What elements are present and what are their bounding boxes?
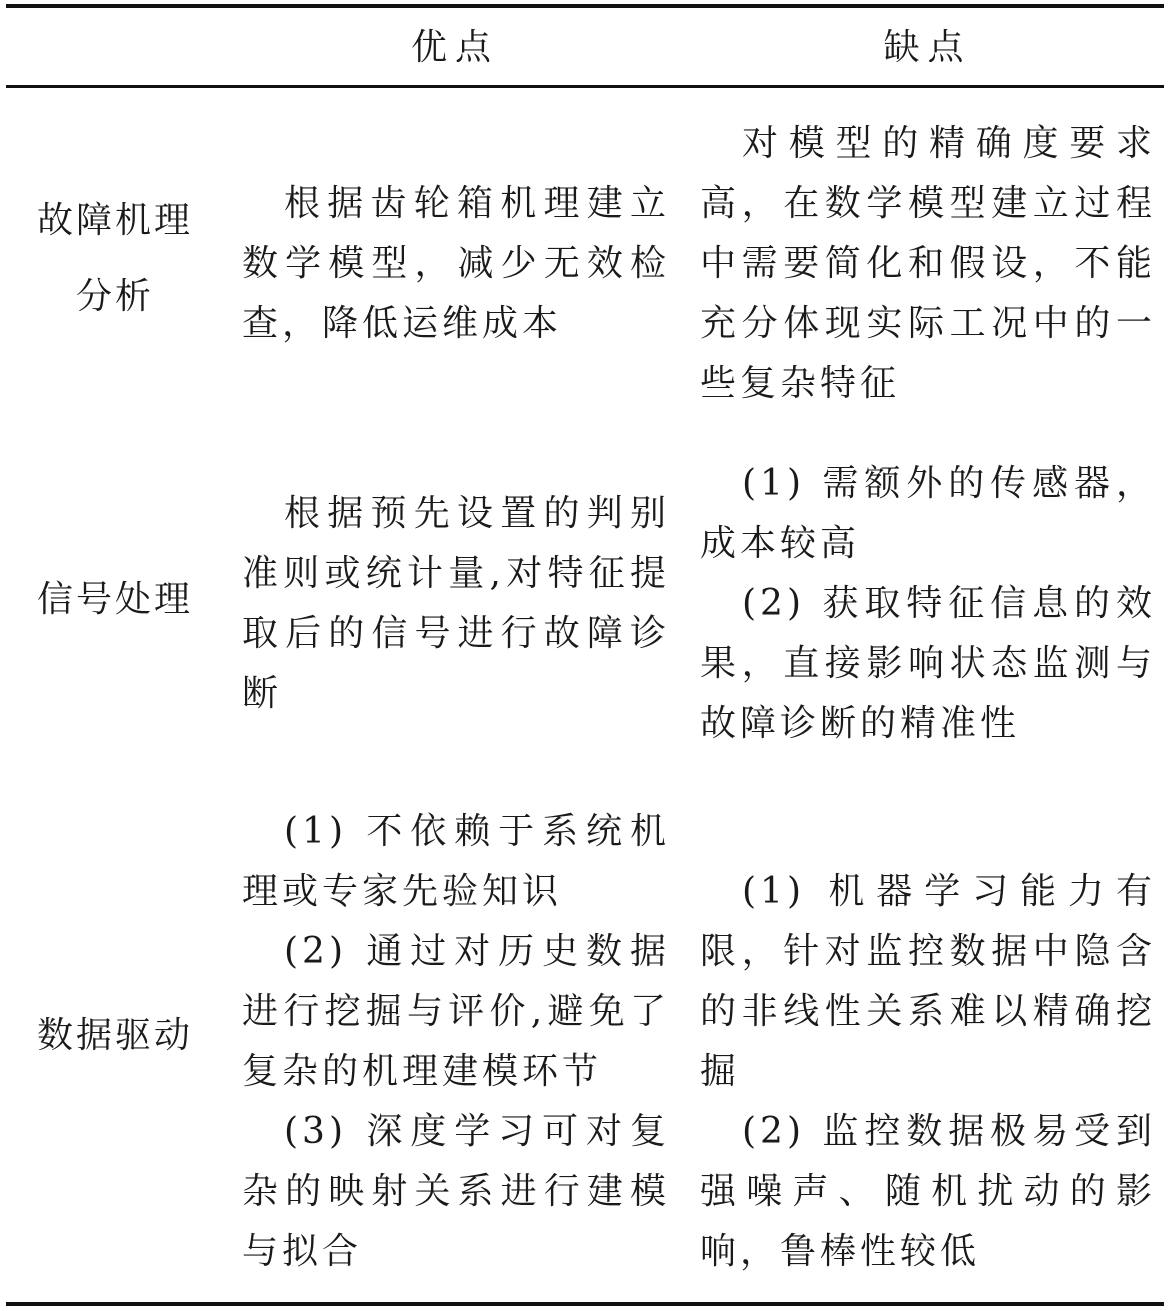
- disadvantage-item-2: (2) 监控数据极易受到强噪声、随机扰动的影响，鲁棒性较低: [700, 1111, 1156, 1272]
- table-header-rule: [6, 85, 1164, 88]
- row-fault-mechanism-advantages: [242, 174, 670, 354]
- advantage-item-2: (2) 通过对历史数据进行挖掘与评价,避免了复杂的机理建模环节: [242, 931, 670, 1092]
- advantage-paragraph: 根据齿轮箱机理建立数学模型，减少无效检查，降低运维成本: [242, 183, 670, 344]
- advantage-item-3: (3) 深度学习可对复杂的映射关系进行建模与拟合: [242, 1111, 670, 1272]
- row-label-data-driven: 数据驱动: [36, 1015, 193, 1056]
- row-label-signal-processing: 信号处理: [36, 579, 193, 620]
- disadvantage-item-1: (1) 机器学习能力有限，针对监控数据中隐含的非线性关系难以精确挖掘: [700, 871, 1156, 1092]
- disadvantage-item-2: (2) 获取特征信息的效果，直接影响状态监测与故障诊断的精准性: [700, 583, 1156, 744]
- disadvantage-paragraph: 对模型的精确度要求高，在数学模型建立过程中需要简化和假设，不能充分体现实际工况中的一些复杂特征: [700, 123, 1156, 404]
- disadvantage-item-1: (1) 需额外的传感器，成本较高: [700, 463, 1156, 564]
- advantage-paragraph: 根据预先设置的判别准则或统计量,对特征提取后的信号进行故障诊断: [242, 493, 670, 714]
- row-label-fault-mechanism: 故障机理分析: [36, 200, 193, 317]
- table-bottom-rule: [6, 1302, 1164, 1306]
- column-header-advantages: 优点: [410, 27, 499, 68]
- table-top-rule: [6, 4, 1164, 8]
- advantage-item-1: (1) 不依赖于系统机理或专家先验知识: [242, 811, 670, 912]
- row-data-driven-advantages: [242, 802, 670, 1282]
- row-data-driven-disadvantages: [700, 862, 1156, 1282]
- row-signal-processing-disadvantages: [700, 454, 1156, 754]
- column-header-disadvantages: 缺点: [883, 27, 972, 68]
- row-fault-mechanism-disadvantages: [700, 114, 1156, 414]
- row-signal-processing-advantages: [242, 484, 670, 724]
